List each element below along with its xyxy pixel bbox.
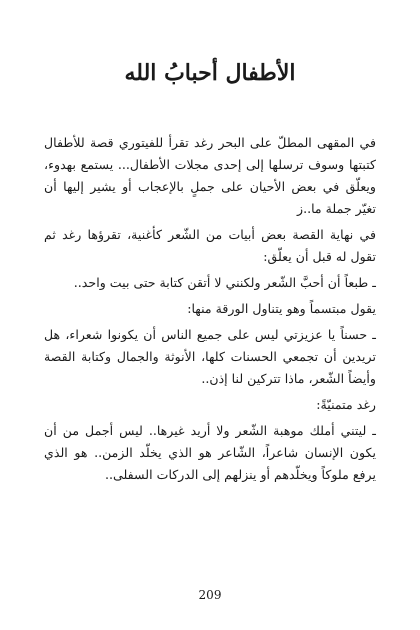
chapter-title: الأطفال أحبابُ الله bbox=[124, 60, 296, 86]
page-number: 209 bbox=[198, 588, 222, 602]
paragraph-7: ـ ليتني أملك موهبة الشّعر ولا أريد غيرها.. ليس أجمل من أن يكون الإنسان شاعراً، الشّاعر هو الذي يخلّد الزمن.. هو الذي يرفع ملوكاً ويخلّدهم أو ينزلهم إلى الدركات السفلى.. bbox=[44, 423, 376, 482]
body-text bbox=[44, 132, 376, 490]
paragraph-2: في نهاية القصة بعض أبيات من الشّعر كأغنية، تقرؤها رغد ثم تقول له قبل أن يعلّق: bbox=[44, 227, 376, 264]
paragraph-5: ـ حسناً يا عزيزتي ليس على جميع الناس أن يكونوا شعراء، هل تريدين أن تجمعي الحسنات كلها، الأنوثة والجمال وكتابة القصة وأيضاً الشّعر، ماذا تتركين لنا إذن.. bbox=[44, 327, 376, 386]
paragraph-6: رغد متمنيّةً: bbox=[316, 397, 376, 412]
paragraph-3: ـ طبعاً أن أحبَّ الشّعر ولكنني لا أتقن كتابة حتى بيت واحد.. bbox=[73, 275, 376, 290]
paragraph-4: يقول مبتسماً وهو يتناول الورقة منها: bbox=[187, 301, 376, 316]
paragraph-1: في المقهى المطلّ على البحر رغد تقرأ للفيتوري قصة للأطفال كتبتها وسوف ترسلها إلى إحدى مجلات الأطفال... يستمع بهدوء، ويعلّق في بعض الأحيان على جملٍ بالإعجاب أو يشير إليها أن تغيّر جملة ما..ز bbox=[44, 135, 376, 216]
